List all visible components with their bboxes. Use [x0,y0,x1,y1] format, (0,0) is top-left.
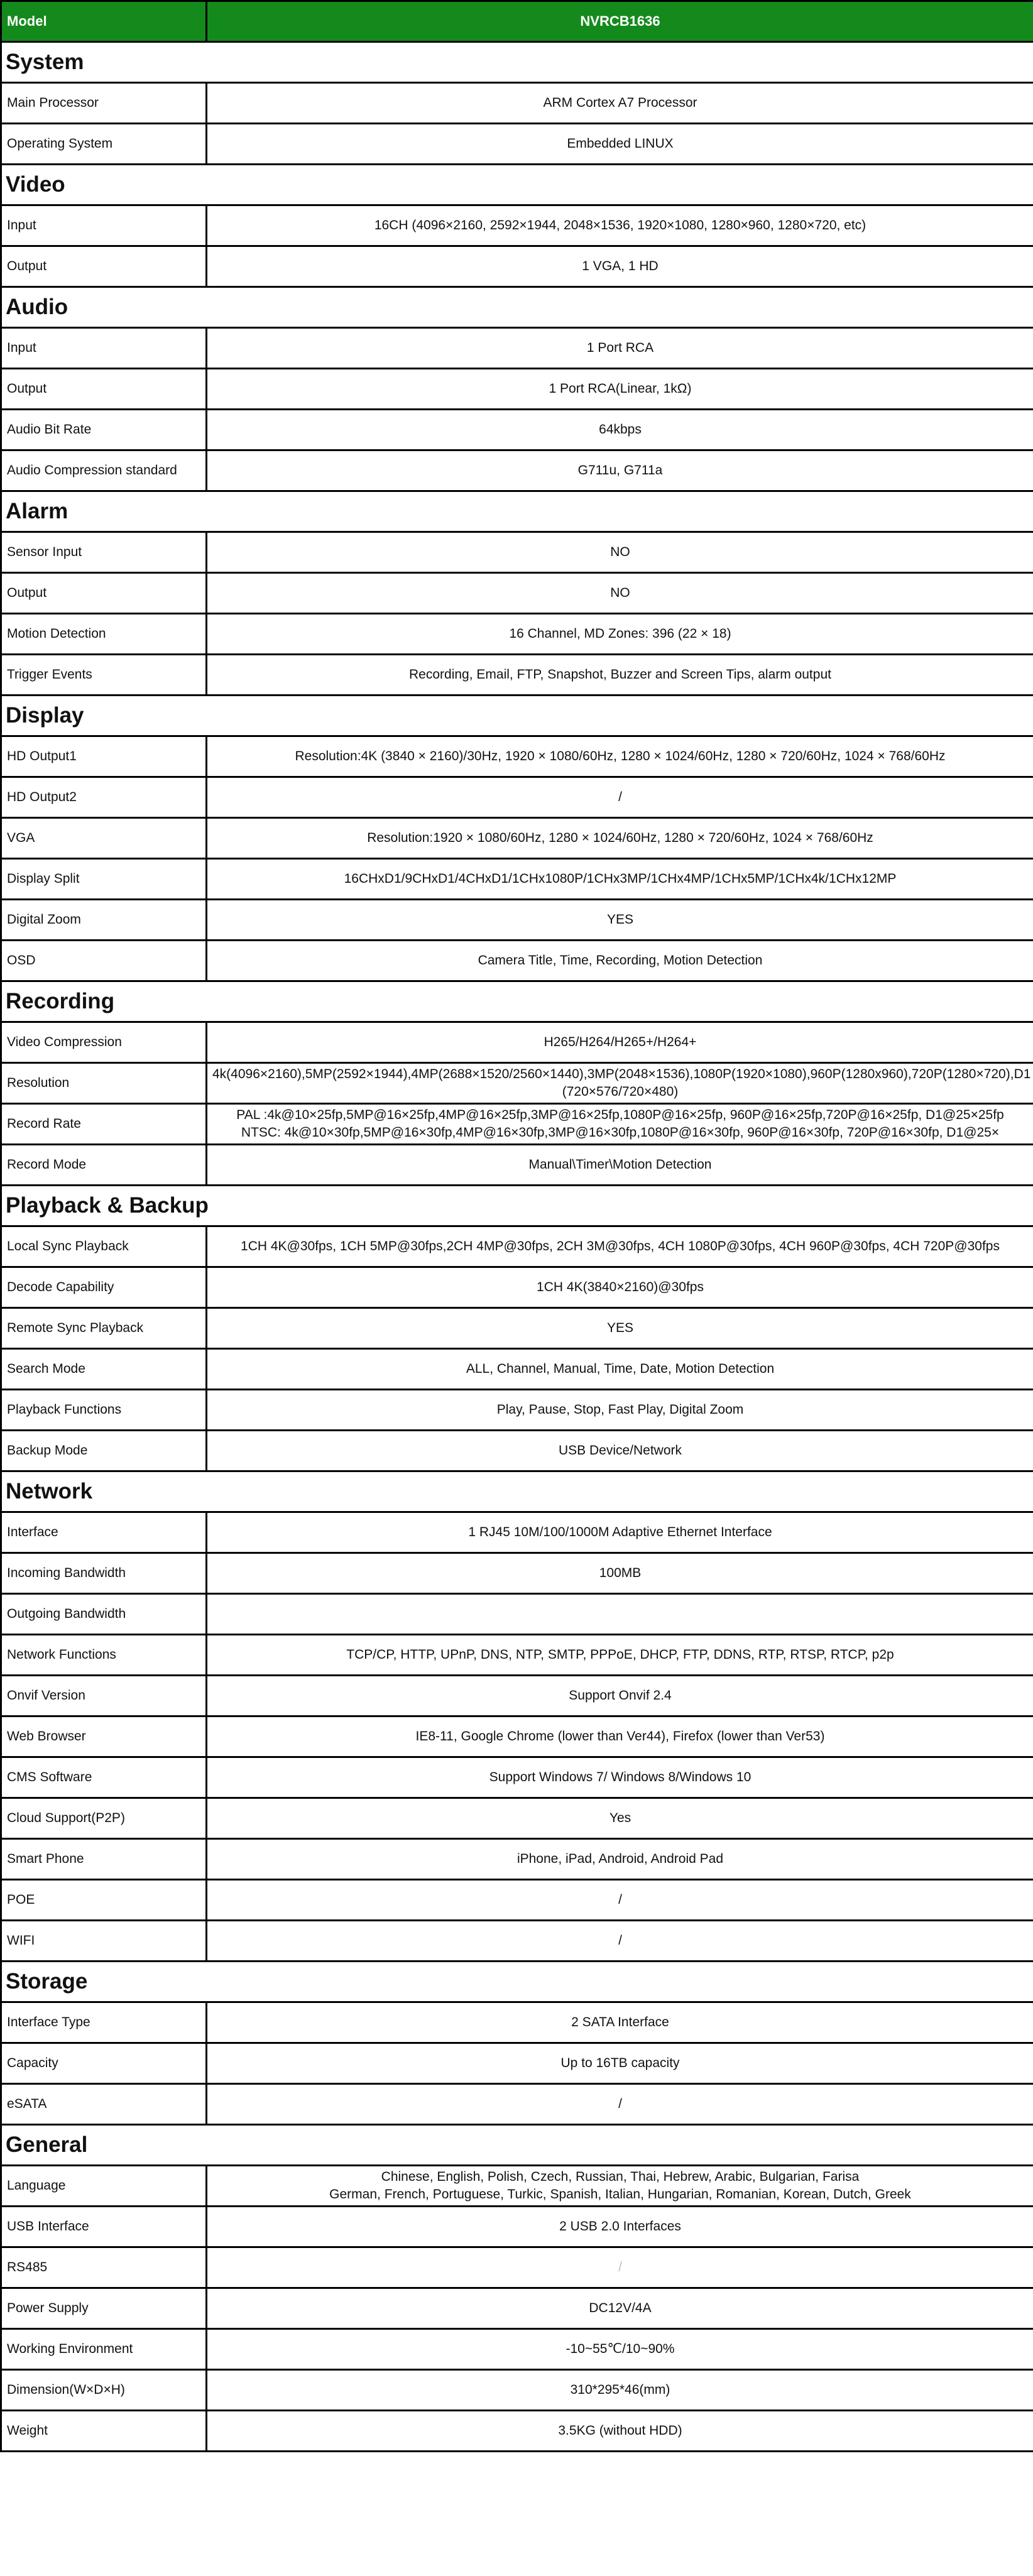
spec-value [207,2247,1033,2288]
spec-value-line: YES [606,1321,634,1335]
spec-value-line: Recording, Email, FTP, Snapshot, Buzzer and Screen Tips, alarm output [409,667,831,682]
spec-value-line: Camera Title, Time, Recording, Motion Detection [478,953,763,968]
spec-value [207,1594,1033,1635]
spec-row [1,941,1033,981]
spec-row [1,1553,1033,1594]
spec-row [1,1921,1033,1962]
section-title: Display [1,696,1033,736]
spec-row [1,124,1033,165]
spec-label: Record Rate [1,1104,207,1145]
spec-value [207,1063,1033,1104]
spec-table-body [1,1,1033,2452]
spec-value [207,450,1033,491]
spec-value [207,900,1033,941]
spec-label: Display Split [1,859,207,900]
spec-label: Operating System [1,124,207,165]
spec-value-line: / [618,2260,622,2274]
spec-row [1,1267,1033,1308]
spec-row [1,1839,1033,1880]
spec-label: Backup Mode [1,1431,207,1471]
spec-row [1,1226,1033,1267]
spec-value-line: ARM Cortex A7 Processor [543,96,697,110]
spec-label: Input [1,328,207,369]
spec-label: Cloud Support(P2P) [1,1798,207,1839]
spec-label: Search Mode [1,1349,207,1390]
spec-label: Network Functions [1,1635,207,1676]
spec-value-line: Resolution:4K (3840 × 2160)/30Hz, 1920 × 1080/60Hz, 1280 × 1024/60Hz, 1280 × 720/60Hz, 1024 × 768/60Hz [295,749,946,763]
spec-value [207,736,1033,777]
spec-value [207,1512,1033,1553]
spec-value [207,1104,1033,1145]
spec-value-line: Support Onvif 2.4 [569,1688,672,1703]
spec-row [1,2207,1033,2247]
spec-row [1,818,1033,859]
spec-row [1,1880,1033,1921]
spec-row [1,1798,1033,1839]
spec-value-line: 2 SATA Interface [571,2015,669,2029]
spec-value-line: 1 Port RCA(Linear, 1kΩ) [549,381,692,396]
spec-label: Capacity [1,2043,207,2084]
spec-label: Local Sync Playback [1,1226,207,1267]
spec-label: Interface [1,1512,207,1553]
spec-label: HD Output2 [1,777,207,818]
spec-value-line: German, French, Portuguese, Turkic, Spanish, Italian, Hungarian, Romanian, Korean, Dutch, Greek [329,2187,911,2202]
spec-row [1,2084,1033,2125]
spec-row [1,736,1033,777]
spec-value-line: Play, Pause, Stop, Fast Play, Digital Zoom [496,1402,744,1417]
spec-label: Playback Functions [1,1390,207,1431]
spec-value [207,1921,1033,1962]
spec-label: Web Browser [1,1716,207,1757]
spec-row [1,2370,1033,2411]
spec-value-line: Manual\Timer\Motion Detection [528,1157,712,1172]
spec-row [1,900,1033,941]
spec-value [207,2288,1033,2329]
section-title: Alarm [1,491,1033,532]
spec-label: Output [1,369,207,410]
spec-value-line: Embedded LINUX [567,136,674,151]
spec-label: Weight [1,2411,207,2452]
spec-value-line: 1 VGA, 1 HD [582,259,659,273]
spec-value [207,1390,1033,1431]
spec-row [1,859,1033,900]
spec-value [207,2002,1033,2043]
spec-value [207,2411,1033,2452]
section-row [1,1962,1033,2002]
spec-value-line: 1 RJ45 10M/100/1000M Adaptive Ethernet Interface [468,1525,772,1539]
spec-value [207,1676,1033,1716]
spec-row [1,2043,1033,2084]
spec-value-line: / [618,2097,622,2111]
spec-row [1,573,1033,614]
spec-value-line: 1 Port RCA [586,341,654,355]
spec-value-line: (720×576/720×480) [562,1084,679,1099]
spec-label: CMS Software [1,1757,207,1798]
spec-value-line: 1CH 4K(3840×2160)@30fps [537,1280,704,1294]
spec-value [207,83,1033,124]
spec-value-line: IE8-11, Google Chrome (lower than Ver44), Firefox (lower than Ver53) [415,1729,825,1744]
spec-label: Language [1,2166,207,2207]
spec-label: Interface Type [1,2002,207,2043]
section-row [1,42,1033,83]
spec-value-line: 3.5KG (without HDD) [558,2423,682,2438]
spec-label: POE [1,1880,207,1921]
spec-value-line: ALL, Channel, Manual, Time, Date, Motion Detection [466,1362,775,1376]
spec-label: Outgoing Bandwidth [1,1594,207,1635]
spec-value [207,1757,1033,1798]
spec-value-line: iPhone, iPad, Android, Android Pad [516,1852,724,1866]
spec-value [207,2329,1033,2370]
spec-label: RS485 [1,2247,207,2288]
section-row [1,1186,1033,1226]
spec-value [207,328,1033,369]
spec-label: Dimension(W×D×H) [1,2370,207,2411]
section-title: Recording [1,981,1033,1022]
spec-value [207,1880,1033,1921]
spec-label: OSD [1,941,207,981]
header-row [1,1,1033,42]
spec-value [207,532,1033,573]
spec-value [207,2207,1033,2247]
spec-value-line: NO [610,586,630,600]
spec-label: Resolution [1,1063,207,1104]
spec-value [207,859,1033,900]
spec-value-line: 310*295*46(mm) [570,2382,670,2397]
spec-row [1,1676,1033,1716]
spec-value [207,573,1033,614]
spec-row [1,2002,1033,2043]
spec-value [207,2370,1033,2411]
spec-value-line: YES [606,912,634,927]
spec-row [1,2247,1033,2288]
section-row [1,696,1033,736]
section-row [1,165,1033,205]
spec-value-line: 64kbps [599,422,642,437]
spec-value-line: DC12V/4A [589,2301,652,2315]
spec-value-line: Support Windows 7/ Windows 8/Windows 10 [489,1770,752,1784]
spec-row [1,1757,1033,1798]
spec-value-line: / [618,1892,622,1907]
section-title: Video [1,165,1033,205]
section-row [1,491,1033,532]
section-row [1,1471,1033,1512]
spec-label: Main Processor [1,83,207,124]
spec-value-line: 2 USB 2.0 Interfaces [559,2219,681,2234]
spec-value-line: G711u, G711a [577,463,663,478]
spec-value [207,369,1033,410]
spec-value [207,2043,1033,2084]
spec-value-line: Yes [609,1811,631,1825]
spec-value-line: H265/H264/H265+/H264+ [544,1035,697,1049]
spec-value-line: NTSC: 4k@10×30fp,5MP@16×30fp,4MP@16×30fp,3MP@16×30fp,1080P@16×30fp, 960P@16×30fp, 720P@16×30fp, D1@25× [241,1125,1000,1140]
spec-row [1,655,1033,696]
spec-value [207,941,1033,981]
spec-value-line: 100MB [599,1566,642,1580]
spec-row [1,1349,1033,1390]
spec-label: Power Supply [1,2288,207,2329]
spec-value [207,205,1033,246]
spec-row [1,777,1033,818]
spec-value [207,2084,1033,2125]
section-row [1,981,1033,1022]
spec-row [1,1104,1033,1145]
spec-value [207,1635,1033,1676]
spec-value-line: Chinese, English, Polish, Czech, Russian, Thai, Hebrew, Arabic, Bulgarian, Farisa [381,2169,860,2184]
spec-label: Output [1,246,207,287]
spec-row [1,1512,1033,1553]
spec-row [1,1635,1033,1676]
spec-value-line: TCP/CP, HTTP, UPnP, DNS, NTP, SMTP, PPPoE, DHCP, FTP, DDNS, RTP, RTSP, RTCP, p2p [346,1647,894,1662]
spec-value [207,1226,1033,1267]
section-row [1,2125,1033,2166]
spec-label: Video Compression [1,1022,207,1063]
spec-label: Incoming Bandwidth [1,1553,207,1594]
section-title: System [1,42,1033,83]
spec-value [207,1022,1033,1063]
spec-value-line: 4k(4096×2160),5MP(2592×1944),4MP(2688×1520/2560×1440),3MP(2048×1536),1080P(1920×1080),960P(1280x960),720P(1280×720),D1 [212,1067,1031,1081]
spec-label: Record Mode [1,1145,207,1186]
spec-label: Digital Zoom [1,900,207,941]
spec-value-line: / [618,790,622,804]
spec-value [207,1839,1033,1880]
section-row [1,287,1033,328]
spec-value-line: 16CH (4096×2160, 2592×1944, 2048×1536, 1920×1080, 1280×960, 1280×720, etc) [374,218,866,232]
spec-label: Motion Detection [1,614,207,655]
spec-row [1,614,1033,655]
spec-row [1,1716,1033,1757]
spec-row [1,246,1033,287]
spec-value [207,777,1033,818]
section-title: Playback & Backup [1,1186,1033,1226]
spec-label: Audio Bit Rate [1,410,207,450]
spec-row [1,1594,1033,1635]
spec-label: WIFI [1,1921,207,1962]
spec-row [1,1063,1033,1104]
spec-value-line: 1CH 4K@30fps, 1CH 5MP@30fps,2CH 4MP@30fps, 2CH 3M@30fps, 4CH 1080P@30fps, 4CH 960P@30fps, 4CH 720P@30fps [241,1239,1000,1253]
spec-row [1,410,1033,450]
spec-value [207,1553,1033,1594]
spec-row [1,450,1033,491]
spec-label: Input [1,205,207,246]
spec-label: Smart Phone [1,1839,207,1880]
section-title: Storage [1,1962,1033,2002]
spec-value-line: / [618,1933,622,1948]
spec-label: Audio Compression standard [1,450,207,491]
spec-value-line: PAL :4k@10×25fp,5MP@16×25fp,4MP@16×25fp,3MP@16×25fp,1080P@16×25fp, 960P@16×25fp,720P@16×25fp, D1@25×25fp [236,1108,1004,1122]
spec-value [207,1798,1033,1839]
spec-value-line: Resolution:1920 × 1080/60Hz, 1280 × 1024/60Hz, 1280 × 720/60Hz, 1024 × 768/60Hz [367,831,873,845]
spec-value-line: 16CHxD1/9CHxD1/4CHxD1/1CHx1080P/1CHx3MP/1CHx4MP/1CHx5MP/1CHx4k/1CHx12MP [344,871,897,886]
header-model: NVRCB1636 [207,1,1033,42]
spec-value [207,410,1033,450]
spec-value [207,124,1033,165]
spec-row [1,2411,1033,2452]
spec-row [1,328,1033,369]
spec-row [1,2166,1033,2207]
spec-label: eSATA [1,2084,207,2125]
spec-value-line: NO [610,545,630,559]
spec-value [207,818,1033,859]
spec-value [207,1716,1033,1757]
section-title: Network [1,1471,1033,1512]
spec-label: Decode Capability [1,1267,207,1308]
spec-value [207,655,1033,696]
spec-value [207,614,1033,655]
spec-row [1,1022,1033,1063]
section-title: General [1,2125,1033,2166]
spec-label: Working Environment [1,2329,207,2370]
spec-row [1,2329,1033,2370]
spec-row [1,205,1033,246]
spec-label: Remote Sync Playback [1,1308,207,1349]
spec-value [207,2166,1033,2207]
spec-value-line: USB Device/Network [558,1443,682,1458]
spec-value-line: -10~55℃/10~90% [566,2342,675,2356]
spec-value [207,1431,1033,1471]
spec-row [1,1390,1033,1431]
spec-value [207,246,1033,287]
spec-value [207,1145,1033,1186]
spec-row [1,83,1033,124]
spec-label: Output [1,573,207,614]
spec-row [1,2288,1033,2329]
spec-label: HD Output1 [1,736,207,777]
spec-value [207,1349,1033,1390]
spec-row [1,1431,1033,1471]
spec-row [1,1145,1033,1186]
spec-label: USB Interface [1,2207,207,2247]
spec-label: Onvif Version [1,1676,207,1716]
spec-value [207,1267,1033,1308]
spec-value-line: Up to 16TB capacity [560,2056,680,2070]
spec-value-line: 16 Channel, MD Zones: 396 (22 × 18) [509,626,731,641]
spec-label: Trigger Events [1,655,207,696]
spec-value [207,1308,1033,1349]
spec-label: Sensor Input [1,532,207,573]
spec-row [1,532,1033,573]
spec-row [1,1308,1033,1349]
section-title: Audio [1,287,1033,328]
spec-label: VGA [1,818,207,859]
spec-row [1,369,1033,410]
header-label: Model [1,1,207,42]
